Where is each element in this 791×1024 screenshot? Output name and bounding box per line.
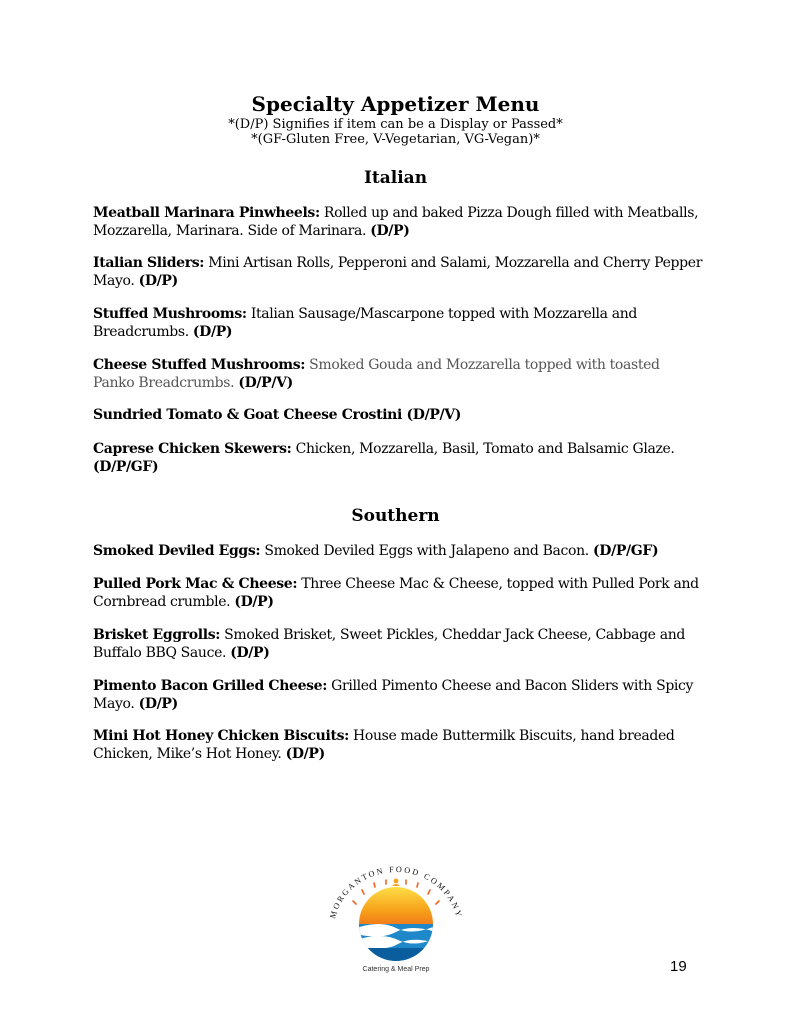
menu-item-name: Brisket Eggrolls: (93, 627, 221, 643)
menu-item-caprese-skewers (93, 440, 703, 476)
menu-item-name: Mini Hot Honey Chicken Biscuits: (93, 728, 349, 744)
menu-item-tag: (D/P) (138, 696, 178, 712)
menu-item-description: Smoked Gouda and Mozzarella topped with toasted Panko Breadcrumbs. (93, 357, 660, 391)
menu-item-name: Cheese Stuffed Mushrooms: (93, 357, 306, 373)
menu-item-meatball-pinwheels (93, 204, 703, 240)
dietary-legend-note: *(GF-Gluten Free, V-Vegetarian, VG-Vegan)* (251, 132, 540, 147)
menu-item-tag: (D/P) (234, 594, 274, 610)
menu-item-description: Italian Sausage/Mascarpone topped with Mozzarella and Breadcrumbs. (93, 306, 638, 340)
cloche-icon (392, 879, 400, 886)
menu-item-tag: (D/P/GF) (593, 543, 659, 559)
section-heading-southern: Southern (351, 506, 440, 526)
menu-item-tag: (D/P) (192, 324, 233, 340)
menu-item-name: Caprese Chicken Skewers: (93, 441, 292, 457)
menu-item-name: Meatball Marinara Pinwheels: (93, 205, 320, 221)
menu-item-tag: (D/P) (230, 645, 270, 661)
menu-item-description: Grilled Pimento Cheese and Bacon Sliders with Spicy Mayo. (93, 678, 694, 712)
menu-item-description: Rolled up and baked Pizza Dough filled with Meatballs, Mozzarella, Marinara. Side of Marinara. (93, 205, 699, 239)
menu-item-cheese-stuffed-mushrooms (93, 356, 703, 392)
menu-item-name: Sundried Tomato & Goat Cheese Crostini (D/P/V) (93, 407, 462, 423)
menu-item-name: Italian Sliders: (93, 255, 205, 271)
menu-item-name: Stuffed Mushrooms: (93, 306, 247, 322)
menu-item-tag: (D/P) (138, 273, 178, 289)
menu-item-pimento-grilled-cheese (93, 677, 703, 713)
morganton-food-company-logo (326, 858, 466, 978)
menu-item-smoked-deviled-eggs (93, 542, 703, 560)
menu-item-name: Pimento Bacon Grilled Cheese: (93, 678, 328, 694)
menu-item-name: Smoked Deviled Eggs: (93, 543, 261, 559)
menu-item-description: Smoked Brisket, Sweet Pickles, Cheddar Jack Cheese, Cabbage and Buffalo BBQ Sauce. (93, 627, 685, 661)
menu-item-sundried-tomato-crostini (93, 406, 703, 424)
menu-item-description: Smoked Deviled Eggs with Jalapeno and Bacon. (260, 543, 593, 559)
menu-item-description: House made Buttermilk Biscuits, hand breaded Chicken, Mike’s Hot Honey. (93, 728, 675, 762)
section-heading-italian: Italian (363, 168, 428, 188)
menu-item-tag: (D/P/GF) (93, 459, 159, 475)
menu-item-stuffed-mushrooms (93, 305, 703, 341)
sun-and-water-icon (356, 886, 436, 964)
logo-arc-text: MORGANTON FOOD COMPANY (328, 864, 464, 920)
menu-item-description: Three Cheese Mac & Cheese, topped with Pulled Pork and Cornbread crumble. (93, 576, 699, 610)
menu-item-name: Pulled Pork Mac & Cheese: (93, 576, 298, 592)
page-title: Specialty Appetizer Menu (251, 92, 540, 116)
menu-item-tag: (D/P) (285, 746, 325, 762)
page-number: 19 (670, 958, 687, 975)
menu-item-hot-honey-biscuits (93, 727, 703, 763)
menu-item-description: Chicken, Mozzarella, Basil, Tomato and Balsamic Glaze. (291, 441, 675, 457)
page-header (0, 91, 791, 147)
menu-item-pulled-pork-mac (93, 575, 703, 611)
menu-item-tag: (D/P/V) (238, 375, 293, 391)
logo-tagline: Catering & Meal Prep (362, 966, 430, 973)
menu-item-description: Mini Artisan Rolls, Pepperoni and Salami, Mozzarella and Cherry Pepper Mayo. (93, 255, 703, 289)
menu-item-italian-sliders (93, 254, 703, 290)
menu-item-brisket-eggrolls (93, 626, 703, 662)
menu-item-tag: (D/P) (370, 223, 410, 239)
display-passed-note: *(D/P) Signifies if item can be a Display or Passed* (228, 117, 563, 132)
